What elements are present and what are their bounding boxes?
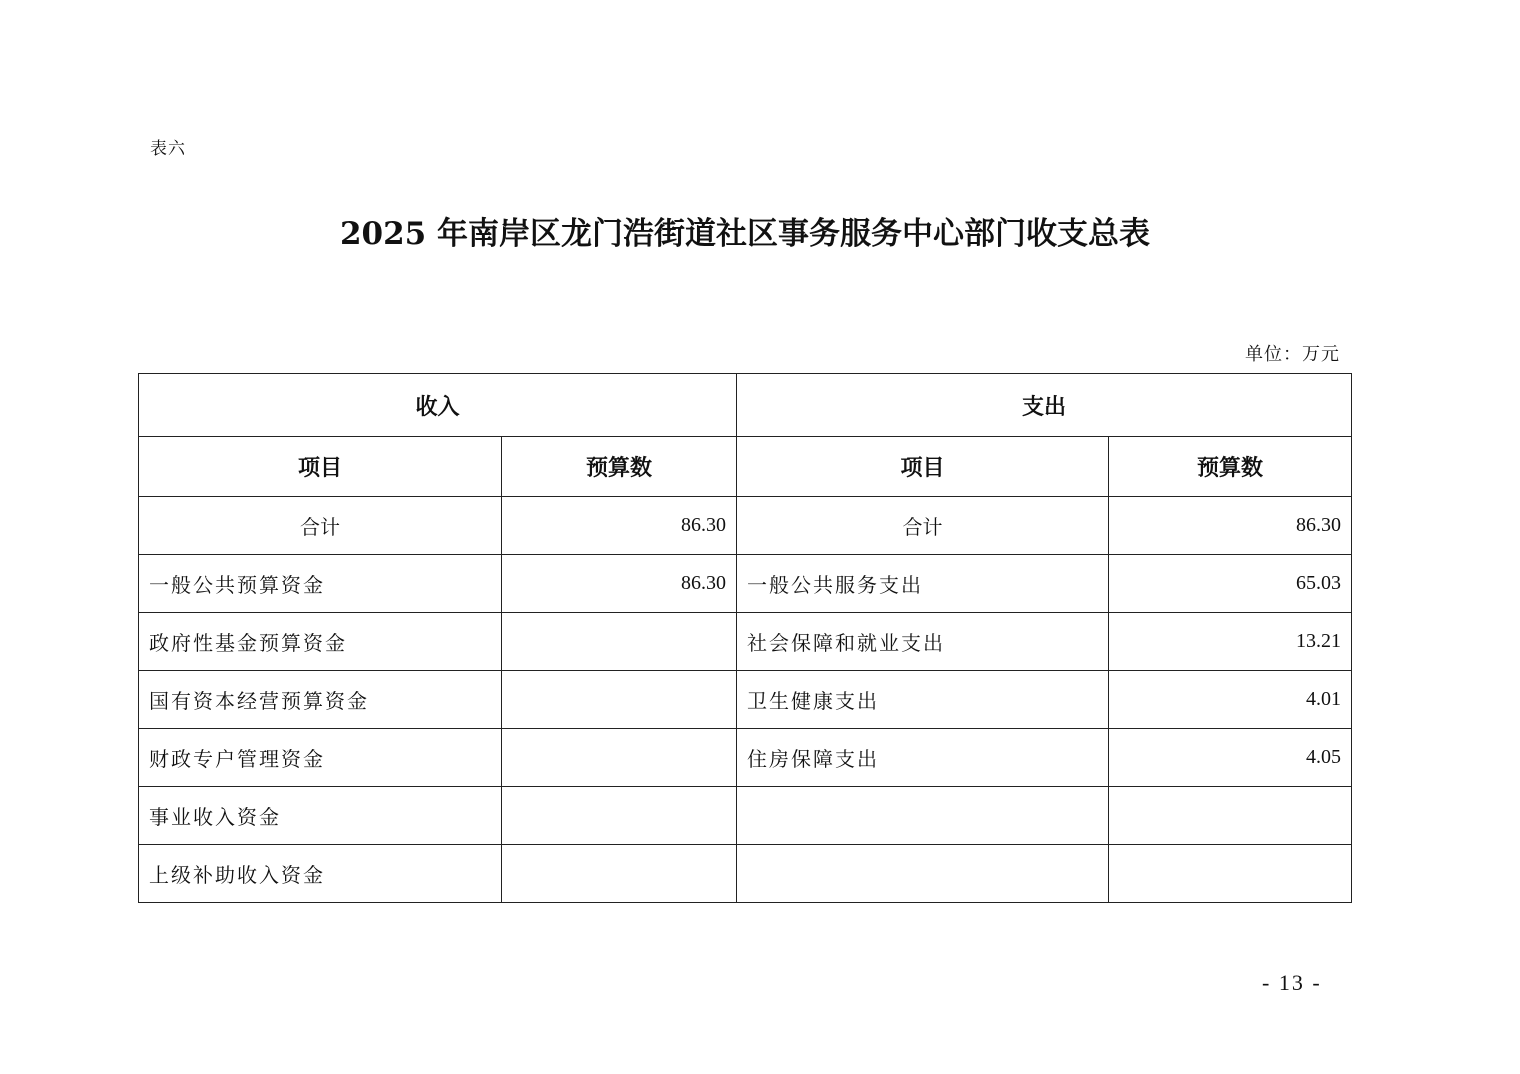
income-total-value: 86.30: [502, 497, 737, 555]
expense-value: [1109, 845, 1352, 903]
table-row: [139, 787, 1352, 845]
column-header-row: [139, 437, 1352, 497]
income-value: 86.30: [502, 555, 737, 613]
expense-value: 4.01: [1109, 671, 1352, 729]
expense-item: 卫生健康支出: [737, 671, 1109, 729]
table-row: [139, 845, 1352, 903]
expense-item: 社会保障和就业支出: [737, 613, 1109, 671]
income-item: 事业收入资金: [139, 787, 502, 845]
expense-item-header: 项目: [737, 437, 1109, 497]
income-item: 一般公共预算资金: [139, 555, 502, 613]
table-label: 表六: [150, 139, 186, 159]
page-title: 2025 年南岸区龙门浩街道社区事务服务中心部门收支总表: [339, 216, 1151, 252]
income-item: 国有资本经营预算资金: [139, 671, 502, 729]
table-row: [139, 555, 1352, 613]
income-value: [502, 671, 737, 729]
expense-item: [737, 787, 1109, 845]
expense-item: 一般公共服务支出: [737, 555, 1109, 613]
expense-value: 4.05: [1109, 729, 1352, 787]
income-item-header: 项目: [139, 437, 502, 497]
income-item: 上级补助收入资金: [139, 845, 502, 903]
income-budget-header: 预算数: [502, 437, 737, 497]
budget-table: [138, 373, 1352, 903]
expense-total-label: 合计: [737, 497, 1109, 555]
expense-item: [737, 845, 1109, 903]
section-header-row: [139, 374, 1352, 437]
table-row: [139, 613, 1352, 671]
income-value: [502, 613, 737, 671]
page-number: - 13 -: [1262, 970, 1322, 995]
income-item: 财政专户管理资金: [139, 729, 502, 787]
expense-section-header: 支出: [737, 374, 1352, 437]
expense-item: 住房保障支出: [737, 729, 1109, 787]
income-section-header: 收入: [139, 374, 737, 437]
expense-value: 13.21: [1109, 613, 1352, 671]
income-total-label: 合计: [139, 497, 502, 555]
expense-value: [1109, 787, 1352, 845]
expense-value: 65.03: [1109, 555, 1352, 613]
income-value: [502, 787, 737, 845]
income-item: 政府性基金预算资金: [139, 613, 502, 671]
expense-total-value: 86.30: [1109, 497, 1352, 555]
total-row: [139, 497, 1352, 555]
income-value: [502, 845, 737, 903]
expense-budget-header: 预算数: [1109, 437, 1352, 497]
income-value: [502, 729, 737, 787]
table-row: [139, 671, 1352, 729]
table-row: [139, 729, 1352, 787]
unit-label: 单位：万元: [1245, 344, 1340, 365]
